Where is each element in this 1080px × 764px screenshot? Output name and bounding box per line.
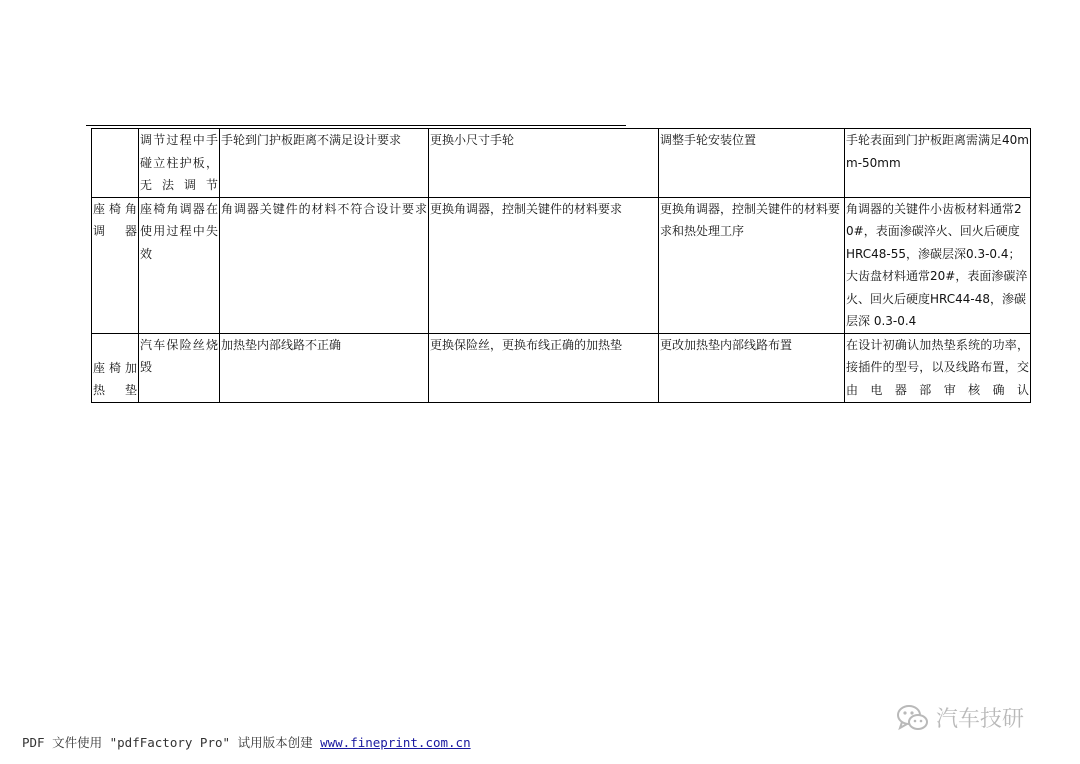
- measure-cell: 更换角调器，控制关键件的材料要求: [429, 197, 659, 333]
- footer-text: PDF 文件使用 "pdfFactory Pro" 试用版本创建: [22, 735, 321, 750]
- failure-mode-cell: 调节过程中手碰立柱护板，无法调节: [139, 129, 220, 198]
- cause-cell: 手轮到门护板距离不满足设计要求: [220, 129, 429, 198]
- lesson-cell: 手轮表面到门护板距离需满足40mm-50mm: [845, 129, 1031, 198]
- failure-mode-cell: 汽车保险丝烧毁: [139, 333, 220, 402]
- table-row: [92, 197, 1031, 333]
- footer-link[interactable]: www.fineprint.com.cn: [320, 735, 471, 750]
- watermark: [896, 702, 1024, 733]
- measure-cell: 更换保险丝，更换布线正确的加热垫: [429, 333, 659, 402]
- measure-cell: 更换小尺寸手轮: [429, 129, 659, 198]
- action-cell: 调整手轮安装位置: [659, 129, 845, 198]
- cause-cell: 加热垫内部线路不正确: [220, 333, 429, 402]
- part-cell: [92, 129, 139, 198]
- action-cell: 更换角调器，控制关键件的材料要求和热处理工序: [659, 197, 845, 333]
- watermark-text: 汽车技研: [936, 707, 1025, 732]
- fmea-table: [91, 128, 1031, 403]
- cause-cell: 角调器关键件的材料不符合设计要求: [220, 197, 429, 333]
- table-row: [92, 129, 1031, 198]
- table-row: [92, 333, 1031, 402]
- wechat-icon: [896, 703, 930, 733]
- pdf-footer: [22, 733, 471, 751]
- lesson-cell: 在设计初确认加热垫系统的功率，接插件的型号，以及线路布置，交由电器部审核确认: [845, 333, 1031, 402]
- part-cell: 座椅角调器: [92, 197, 139, 333]
- action-cell: 更改加热垫内部线路布置: [659, 333, 845, 402]
- failure-mode-cell: 座椅角调器在使用过程中失效: [139, 197, 220, 333]
- part-cell: 座椅加热垫: [92, 333, 139, 402]
- lesson-cell: 角调器的关键件小齿板材料通常20#，表面渗碳淬火、回火后硬度 HRC48-55，渗碳层深0.3-0.4；大齿盘材料通常20#，表面渗碳淬火、回火后硬度HRC44-48，渗碳层深 0.3-0.4: [845, 197, 1031, 333]
- top-rule: [86, 125, 626, 126]
